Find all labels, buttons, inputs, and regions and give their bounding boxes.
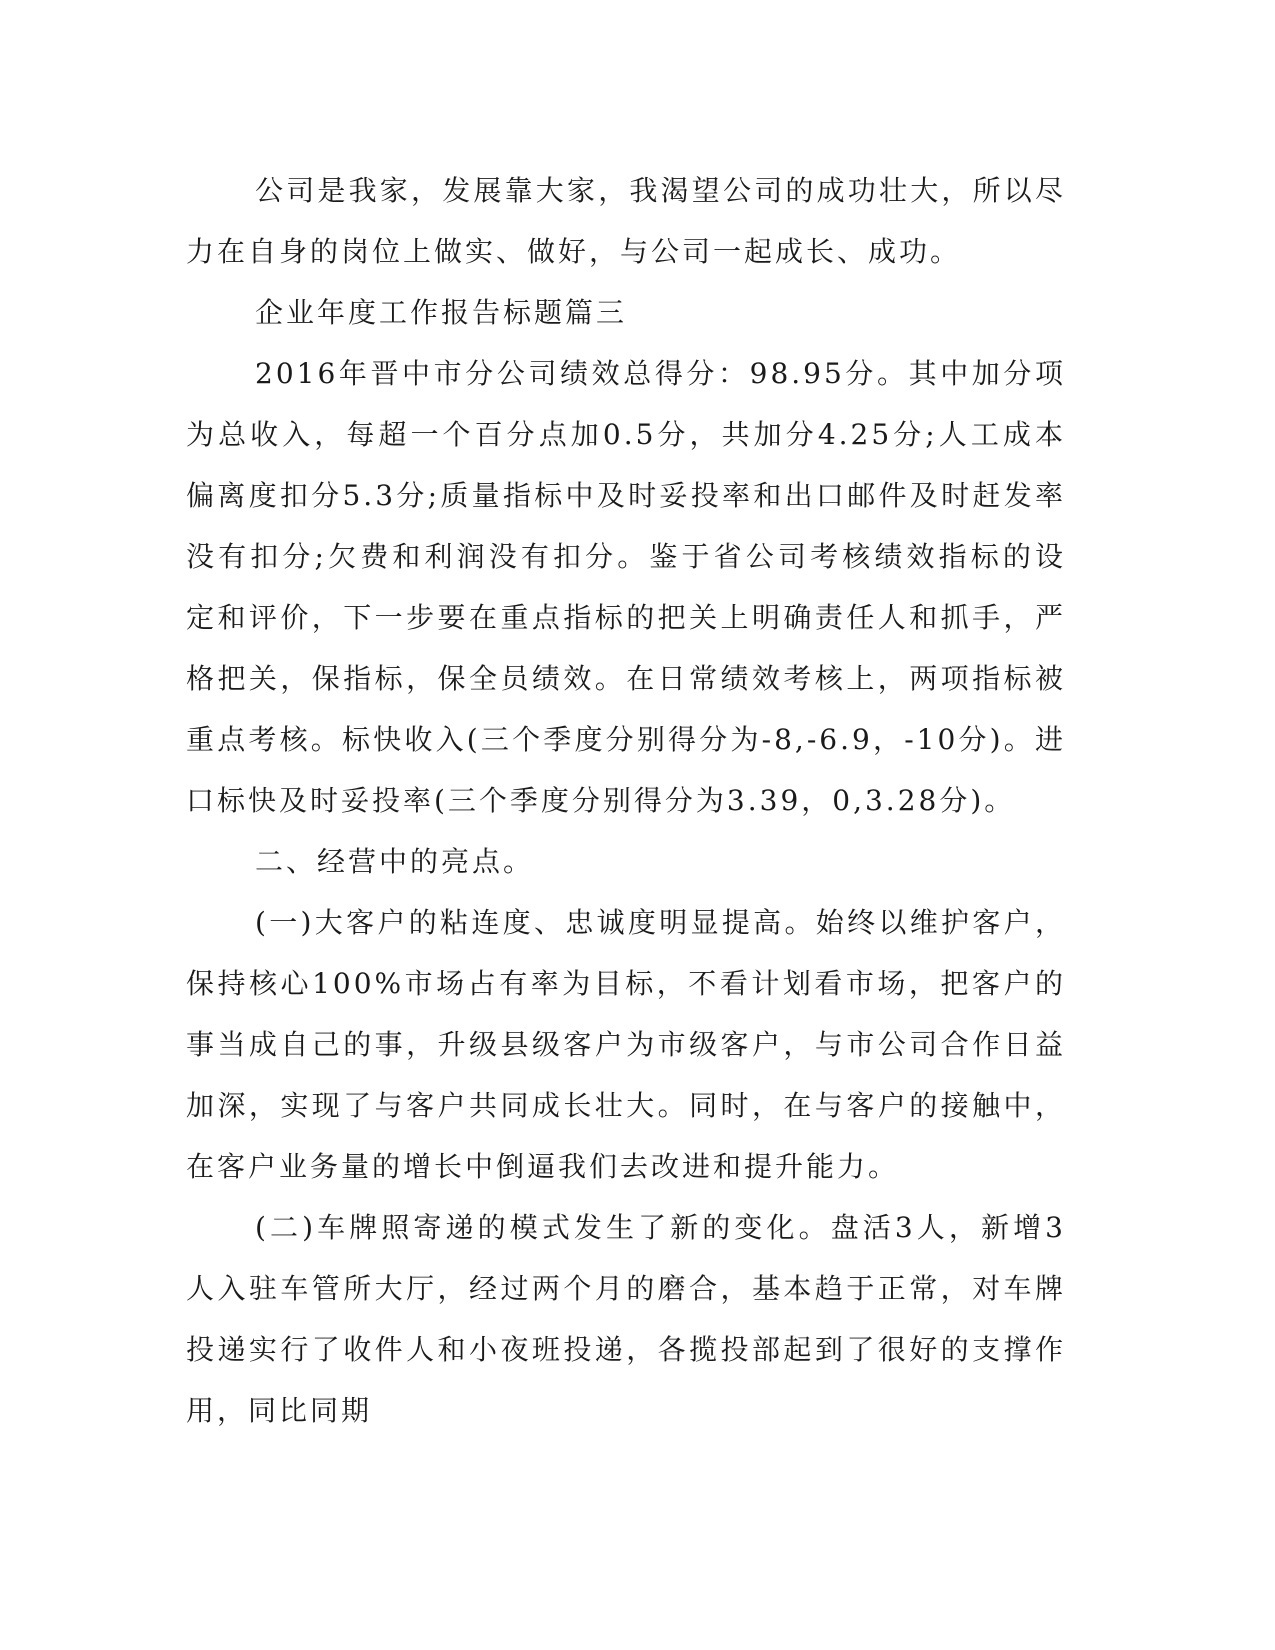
document-body xyxy=(186,160,1066,1441)
section-heading-highlights: 二、经营中的亮点。 xyxy=(255,845,535,878)
paragraph-key-customers: (一)大客户的粘连度、忠诚度明显提高。始终以维护客户，保持核心100%市场占有率为目标，不看计划看市场，把客户的事当成自己的事，升级县级客户为市级客户，与市公司合作日益加深，实现了与客户共同成长壮大。同时，在与客户的接触中，在客户业务量的增长中倒逼我们去改进和提升能力。 xyxy=(186,906,1066,1183)
section-heading-report-title: 企业年度工作报告标题篇三 xyxy=(255,296,628,329)
paragraph-performance-score: 2016年晋中市分公司绩效总得分：98.95分。其中加分项为总收入，每超一个百分点加0.5分，共加分4.25分;人工成本偏离度扣分5.3分;质量指标中及时妥投率和出口邮件及时赶发率没有扣分;欠费和利润没有扣分。鉴于省公司考核绩效指标的设定和评价，下一步要在重点指标的把关上明确责任人和抓手，严格把关，保指标，保全员绩效。在日常绩效考核上，两项指标被重点考核。标快收入(三个季度分别得分为-8,-6.9，-10分)。进口标快及时妥投率(三个季度分别得分为3.39，0,3.28分)。 xyxy=(186,357,1066,817)
paragraph-license-plate-delivery: (二)车牌照寄递的模式发生了新的变化。盘活3人，新增3人入驻车管所大厅，经过两个月的磨合，基本趋于正常，对车牌投递实行了收件人和小夜班投递，各揽投部起到了很好的支撑作用，同比同期 xyxy=(186,1211,1066,1427)
paragraph-closing-statement: 公司是我家，发展靠大家，我渴望公司的成功壮大，所以尽力在自身的岗位上做实、做好，与公司一起成长、成功。 xyxy=(186,174,1066,268)
